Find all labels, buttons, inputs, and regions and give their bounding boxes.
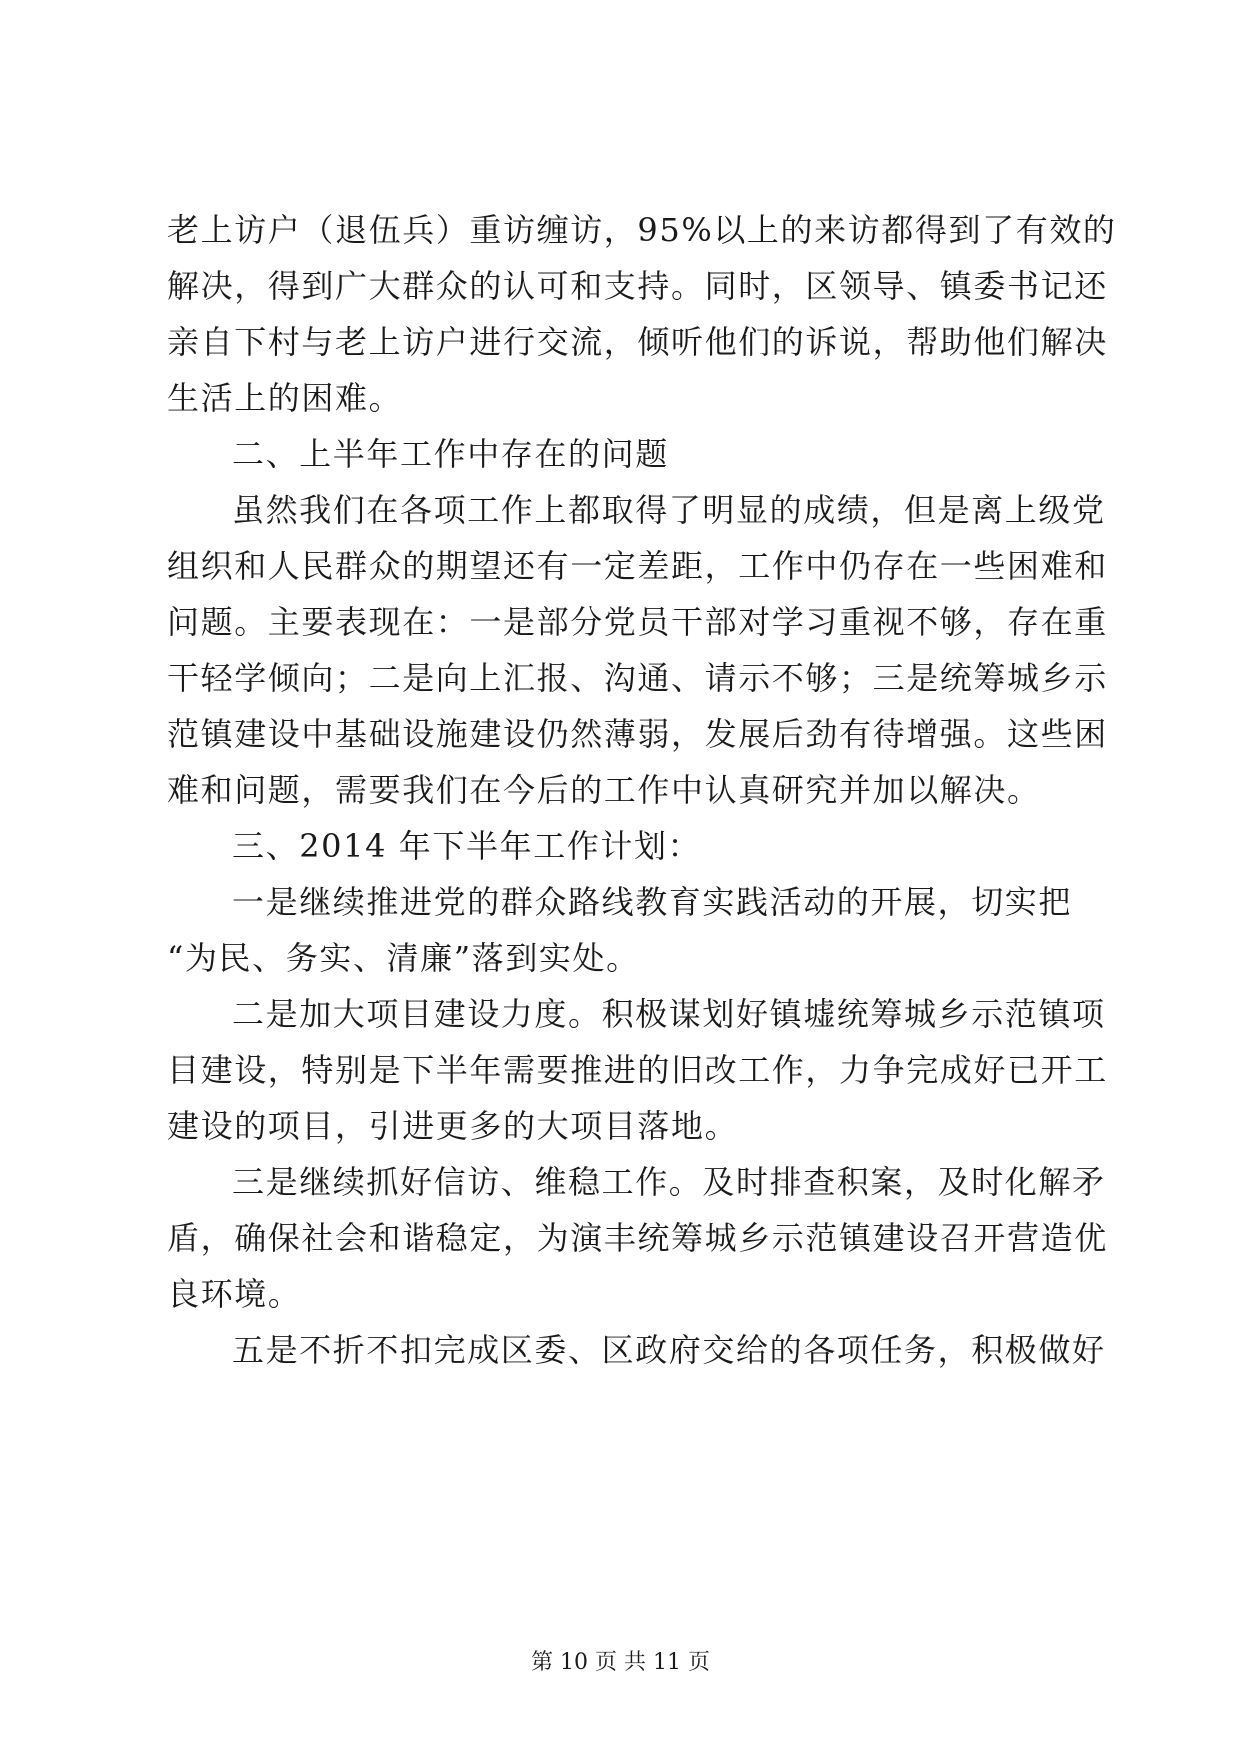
paragraph-line: 盾，确保社会和谐稳定，为演丰统筹城乡示范镇建设召开营造优 [167, 1219, 1108, 1257]
paragraph-line: 解决，得到广大群众的认可和支持。同时，区领导、镇委书记还 [167, 267, 1108, 305]
paragraph-line: 虽然我们在各项工作上都取得了明显的成绩，但是离上级党 [232, 491, 1106, 529]
paragraph-line: 老上访户（退伍兵）重访缠访，95%以上的来访都得到了有效的 [167, 211, 1117, 249]
section-heading: 三、2014 年下半年工作计划： [232, 827, 702, 865]
paragraph-line: 二是加大项目建设力度。积极谋划好镇墟统筹城乡示范镇项 [232, 995, 1106, 1033]
paragraph-line: “为民、务实、清廉”落到实处。 [167, 939, 640, 977]
paragraph-line: 组织和人民群众的期望还有一定差距，工作中仍存在一些困难和 [167, 547, 1108, 585]
paragraph-line: 范镇建设中基础设施建设仍然薄弱，发展后劲有待增强。这些困 [167, 715, 1108, 753]
paragraph-line: 干轻学倾向；二是向上汇报、沟通、请示不够；三是统筹城乡示 [167, 659, 1108, 697]
paragraph-line: 五是不折不扣完成区委、区政府交给的各项任务，积极做好 [232, 1331, 1106, 1369]
paragraph-line: 一是继续推进党的群众路线教育实践活动的开展，切实把 [232, 883, 1073, 921]
page-footer: 第 10 页 共 11 页 [531, 1650, 710, 1675]
paragraph-line: 目建设，特别是下半年需要推进的旧改工作，力争完成好已开工 [167, 1051, 1108, 1089]
section-heading: 二、上半年工作中存在的问题 [232, 435, 669, 473]
paragraph-line: 问题。主要表现在：一是部分党员干部对学习重视不够，存在重 [167, 603, 1108, 641]
paragraph-line: 生活上的困难。 [167, 379, 403, 417]
paragraph-line: 三是继续抓好信访、维稳工作。及时排查积案，及时化解矛 [232, 1163, 1106, 1201]
paragraph-line: 难和问题，需要我们在今后的工作中认真研究并加以解决。 [167, 771, 1041, 809]
paragraph-line: 建设的项目，引进更多的大项目落地。 [167, 1107, 739, 1145]
paragraph-line: 亲自下村与老上访户进行交流，倾听他们的诉说，帮助他们解决 [167, 323, 1108, 361]
paragraph-line: 良环境。 [167, 1275, 302, 1313]
